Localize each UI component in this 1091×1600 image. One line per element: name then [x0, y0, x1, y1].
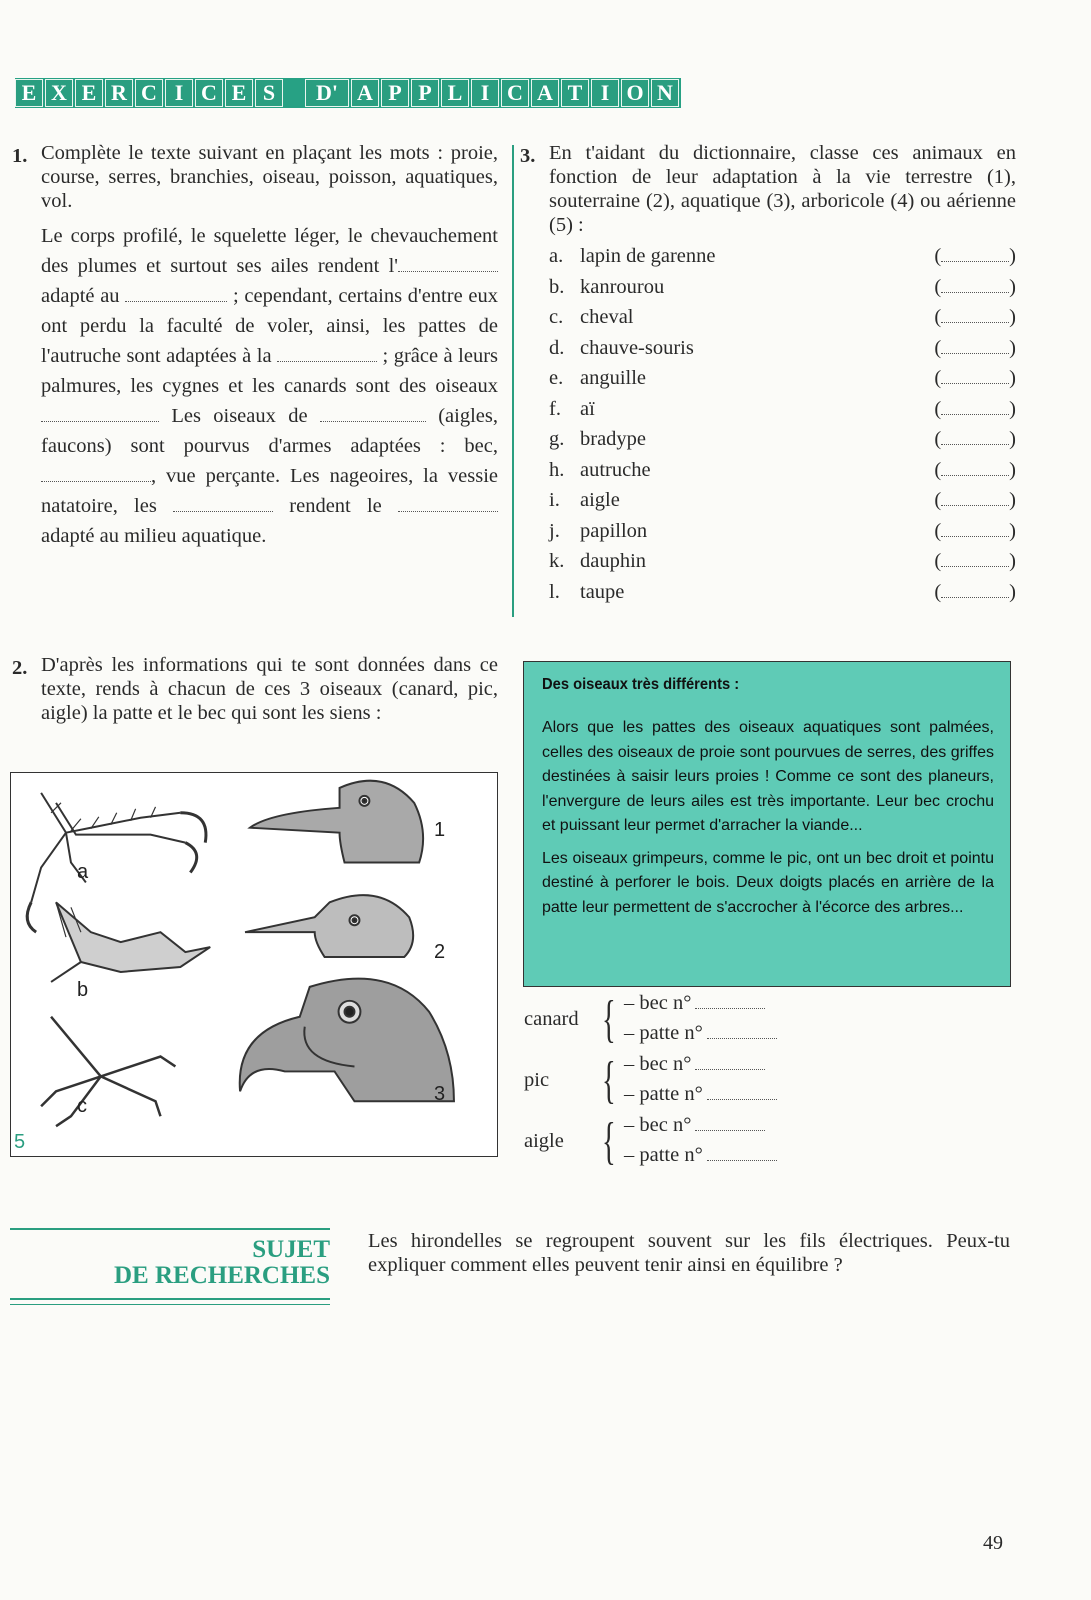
header-letter: R — [105, 79, 133, 107]
info-box-paragraph: Alors que les pattes des oiseaux aquatiques sont palmées, celles des oiseaux de proie sont pourvues de serres, des griffes destinées à saisir leurs proies ! Comme ce sont des planeurs, l'envergure de leurs ailes est très importante. Leur bec crochu et puissant leur permet d'arracher la viande... — [542, 719, 994, 834]
beak-label: 3 — [434, 1083, 446, 1105]
answer-blank[interactable] — [707, 1025, 777, 1039]
answer-blank[interactable] — [941, 553, 1009, 567]
research-title-line1: SUJET — [252, 1236, 330, 1263]
header-letter: O — [621, 79, 649, 107]
research-question: Les hirondelles se regroupent souvent sur les fils électriques. Peux-tu expliquer comment elles peuvent tenir ainsi en équilibre ? — [368, 1230, 1010, 1276]
header-letter: I — [471, 79, 499, 107]
answer-row-aigle: aigle { – bec n° – patte n° — [524, 1114, 824, 1175]
header-letter: I — [165, 79, 193, 107]
answer-blank[interactable] — [173, 496, 273, 512]
header-letter: D' — [305, 79, 349, 107]
header-letter: I — [591, 79, 619, 107]
list-item: d. chauve-souris ( ) — [549, 336, 1016, 359]
list-item: h. autruche ( ) — [549, 458, 1016, 481]
list-item: k. dauphin ( ) — [549, 550, 1016, 573]
answer-blank[interactable] — [941, 431, 1009, 445]
answer-blank[interactable] — [125, 286, 227, 302]
duck-head-illustration — [250, 781, 423, 863]
answer-blank[interactable] — [320, 406, 426, 422]
answer-blank[interactable] — [398, 256, 498, 272]
woodpecker-head-illustration — [245, 895, 413, 957]
bird-feet-beaks-figure — [10, 772, 498, 1157]
foot-label: c — [77, 1095, 87, 1117]
header-letter: A — [531, 79, 559, 107]
list-item: g. bradype ( ) — [549, 428, 1016, 451]
answer-blank[interactable] — [941, 370, 1009, 384]
header-letter: C — [195, 79, 223, 107]
brace: { — [602, 1113, 616, 1170]
list-item: a. lapin de garenne ( ) — [549, 245, 1016, 268]
answer-blank[interactable] — [941, 340, 1009, 354]
answer-blank[interactable] — [695, 1056, 765, 1070]
answer-blank[interactable] — [941, 584, 1009, 598]
column-divider — [512, 145, 514, 617]
bird-answers — [524, 992, 824, 1175]
header-letter: C — [501, 79, 529, 107]
answer-blank[interactable] — [398, 496, 498, 512]
raptor-foot-illustration — [27, 793, 206, 932]
exercise-number: 1. — [12, 145, 28, 167]
bird-name: canard — [524, 1008, 579, 1030]
answer-blank[interactable] — [41, 406, 159, 422]
exercise-instructions: Complète le texte suivant en plaçant les mots : proie, course, serres, branchies, oiseau, poisson, aquatiques, vol. — [41, 142, 498, 212]
header-letter: L — [441, 79, 469, 107]
divider — [10, 1304, 330, 1305]
fill-in-text: Le corps profilé, le squelette léger, le chevauchement des plumes et surtout ses ailes rendent l' adapté au ; cependant, certains d'entre eux ont perdu la faculté de voler, ainsi, les pattes de l'autruche sont adaptées à la ; grâce à leurs palmures, les cygnes et les canards sont des oiseaux Les oiseaux de (aigles, faucons) sont pourvus d'armes adaptées : bec, , vue perçante. Les nageoires, la vessie natatoire, les rendent le adapté au milieu aquatique. — [41, 225, 498, 547]
exercise-instructions: En t'aidant du dictionnaire, classe ces animaux en fonction de leur adaptation à la vie terrestre (1), souterraine (2), aquatique (3), arboricole (4) ou aérienne (5) : — [549, 142, 1016, 236]
info-box-paragraph: Les oiseaux grimpeurs, comme le pic, ont un bec droit et pointu destiné à perforer le bois. Deux doigts placés en arrière de la patte leur permettent de s'accrocher à l'écorce des arbres... — [542, 849, 994, 916]
answer-blank[interactable] — [695, 995, 765, 1009]
exercise-2 — [12, 653, 498, 725]
list-item: f. aï ( ) — [549, 397, 1016, 420]
list-item: c. cheval ( ) — [549, 306, 1016, 329]
answer-blank[interactable] — [941, 462, 1009, 476]
foot-label: a — [77, 861, 89, 883]
brace: { — [602, 991, 616, 1048]
figure-number: 5 — [14, 1131, 26, 1153]
bird-name: pic — [524, 1069, 550, 1091]
eagle-head-illustration — [240, 979, 454, 1102]
header-letter: S — [255, 79, 283, 107]
animal-list — [549, 241, 1016, 607]
exercise-number: 2. — [12, 657, 28, 679]
answer-blank[interactable] — [941, 401, 1009, 415]
list-item: i. aigle ( ) — [549, 489, 1016, 512]
header-gap — [285, 79, 305, 107]
brace: { — [602, 1052, 616, 1109]
header-letter: T — [561, 79, 589, 107]
research-title-line2: DE RECHERCHES — [113, 1262, 330, 1289]
header-letter: A — [351, 79, 379, 107]
beak-label: 2 — [434, 941, 446, 963]
research-topic-heading — [10, 1228, 330, 1306]
header-letter: N — [651, 79, 679, 107]
answer-blank[interactable] — [941, 523, 1009, 537]
header-letter: X — [45, 79, 73, 107]
header-letter: E — [15, 79, 43, 107]
list-item: j. papillon ( ) — [549, 519, 1016, 542]
header-letter: P — [381, 79, 409, 107]
bird-name: aigle — [524, 1130, 564, 1152]
webbed-foot-illustration — [51, 902, 210, 982]
answer-blank[interactable] — [941, 309, 1009, 323]
answer-row-canard: canard { – bec n° – patte n° — [524, 992, 824, 1053]
answer-blank[interactable] — [707, 1086, 777, 1100]
list-item: e. anguille ( ) — [549, 367, 1016, 390]
info-box-title: Des oiseaux très différents : — [542, 676, 740, 693]
exercise-3 — [520, 141, 1016, 607]
answer-blank[interactable] — [707, 1147, 777, 1161]
header-letter: E — [225, 79, 253, 107]
page-number: 49 — [983, 1532, 1003, 1554]
exercise-1 — [12, 141, 498, 551]
answer-blank[interactable] — [695, 1117, 765, 1131]
answer-blank[interactable] — [941, 492, 1009, 506]
exercise-instructions: D'après les informations qui te sont données dans ce texte, rends à chacun de ces 3 oiseaux (canard, pic, aigle) la patte et le bec qui sont les siens : — [41, 654, 498, 724]
answer-blank[interactable] — [941, 248, 1009, 262]
info-box — [523, 661, 1011, 987]
answer-blank[interactable] — [277, 346, 377, 362]
woodpecker-foot-illustration — [41, 1017, 175, 1126]
divider — [10, 1228, 330, 1230]
list-item: b. kanrourou ( ) — [549, 275, 1016, 298]
header-letter: P — [411, 79, 439, 107]
exercise-number: 3. — [520, 145, 536, 167]
foot-label: b — [77, 979, 89, 1001]
header-letter: C — [135, 79, 163, 107]
header-letter: E — [75, 79, 103, 107]
section-header — [15, 78, 681, 108]
answer-blank[interactable] — [41, 466, 151, 482]
answer-blank[interactable] — [941, 279, 1009, 293]
list-item: l. taupe ( ) — [549, 580, 1016, 603]
answer-row-pic: pic { – bec n° – patte n° — [524, 1053, 824, 1114]
beak-label: 1 — [434, 819, 446, 841]
divider — [10, 1298, 330, 1300]
